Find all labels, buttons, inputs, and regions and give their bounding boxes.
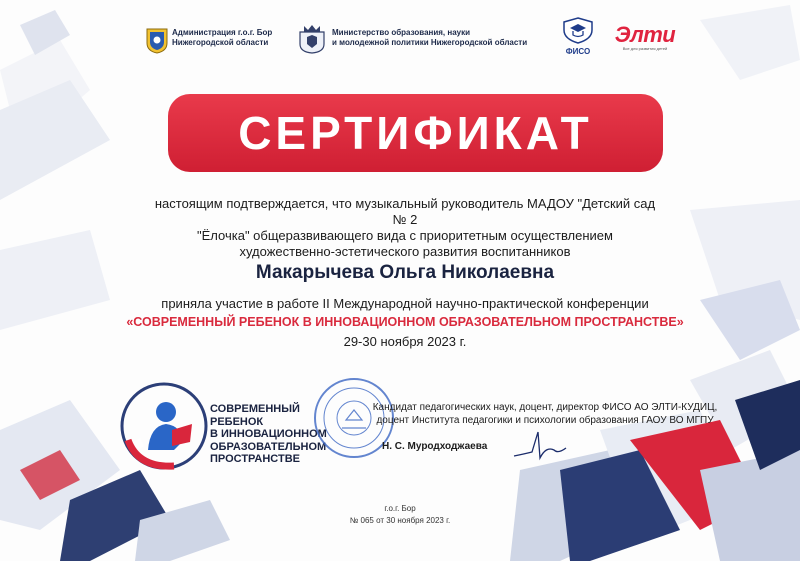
signer-credentials <box>370 401 720 427</box>
bor-crest-icon <box>146 28 168 54</box>
fiso-shield-icon <box>561 16 595 44</box>
title-banner <box>168 94 663 172</box>
conf-logo-line: ОБРАЗОВАТЕЛЬНОМ <box>210 440 327 453</box>
elti-logo <box>610 24 680 51</box>
recipient-name: Макарычева Ольга Николаевна <box>255 262 555 283</box>
participation-text: приняла участие в работе II Международной научно-практической конференции <box>161 296 649 311</box>
conference-title: «СОВРЕМЕННЫЙ РЕБЕНОК В ИННОВАЦИОННОМ ОБРАЗОВАТЕЛЬНОМ ПРОСТРАНСТВЕ» <box>126 315 684 329</box>
intro-line: "Ёлочка" общеразвивающего вида с приоритетным осуществлением <box>197 228 613 243</box>
conference-logo-icon <box>118 380 210 472</box>
signer-name: Н. С. Муродходжаева <box>382 441 488 452</box>
org2-line2: и молодежной политики Нижегородской области <box>332 38 528 47</box>
intro-line: настоящим подтверждается, что музыкальный руководитель МАДОУ "Детский сад № 2 <box>154 196 656 227</box>
issue-details <box>300 503 500 527</box>
signer-line: Кандидат педагогических наук, доцент, директор ФИСО АО ЭЛТИ-КУДИЦ, <box>372 402 718 413</box>
conference-dates: 29-30 ноября 2023 г. <box>343 334 467 349</box>
org2-line1: Министерство образования, науки <box>332 28 471 37</box>
issue-place: г.о.г. Бор <box>384 504 416 513</box>
elti-tagline: Все для развития детей <box>622 46 668 51</box>
org1-line1: Администрация г.о.г. Бор <box>172 28 273 37</box>
left-decor-shapes <box>0 10 230 561</box>
org1-line2: Нижегородской области <box>172 38 269 47</box>
signer-line: доцент Института педагогики и психологии образования ГАОУ ВО МГПУ <box>376 415 714 426</box>
conf-logo-line: ПРОСТРАНСТВЕ <box>210 453 300 465</box>
fiso-logo <box>552 16 604 56</box>
nizhny-novgorod-emblem-icon <box>298 24 326 54</box>
bor-administration-label <box>172 28 282 48</box>
intro-text <box>150 196 660 260</box>
certificate-title: СЕРТИФИКАТ <box>238 107 593 159</box>
document-number: № 065 от 30 ноября 2023 г. <box>349 516 451 525</box>
conf-logo-line: СОВРЕМЕННЫЙ РЕБЕНОК <box>210 403 300 428</box>
signature <box>510 428 570 464</box>
fiso-label: ФИСО <box>565 47 591 56</box>
elti-wordmark: Элти <box>614 22 676 47</box>
intro-line: художественно-эстетического развития воспитанников <box>239 244 571 259</box>
ministry-label <box>332 28 532 48</box>
conf-logo-line: В ИННОВАЦИОННОМ <box>210 428 327 440</box>
